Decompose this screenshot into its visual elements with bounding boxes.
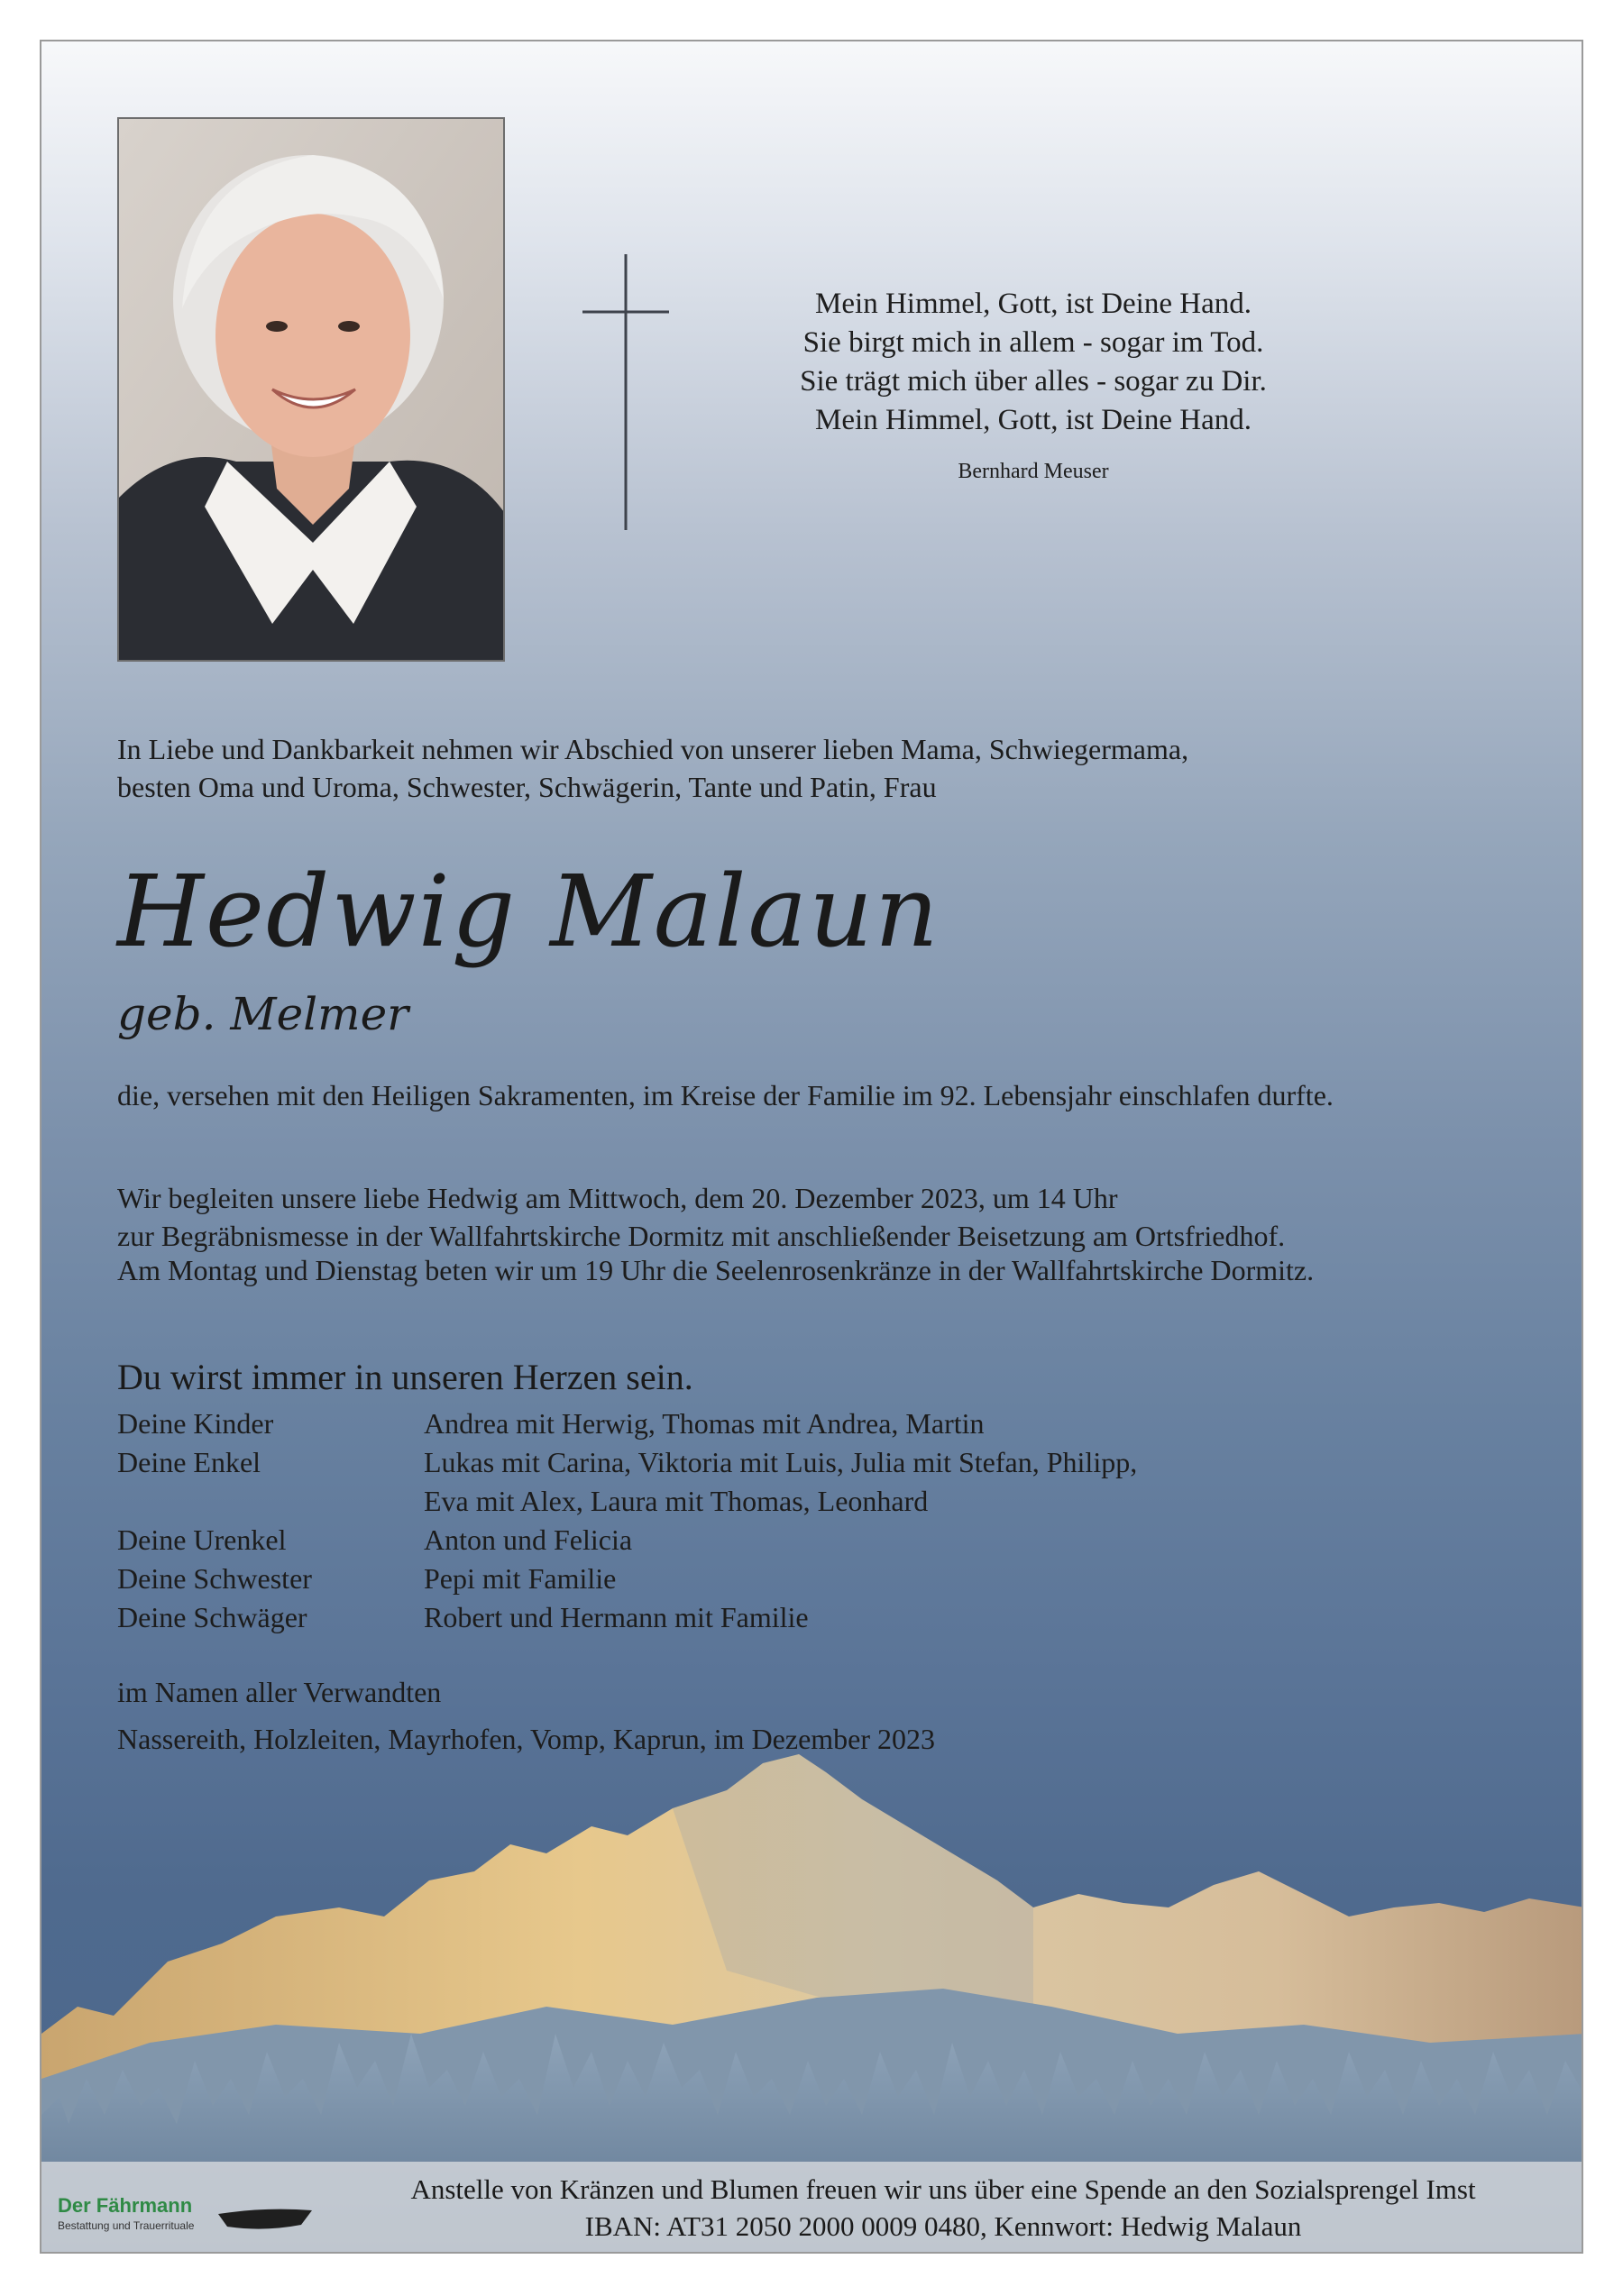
mourner-row [117,1482,1137,1521]
donation-line-1: Anstelle von Kränzen und Blumen freuen wir uns über eine Spende an den Sozialsprengel Imst [410,2173,1476,2205]
mourner-relation: Deine Schwester [117,1562,312,1595]
cross-icon [582,254,669,530]
relatives-note: im Namen aller Verwandten [117,1676,442,1708]
mourner-row [117,1521,1137,1560]
portrait-illustration [119,119,505,662]
mourner-relation [117,1482,424,1521]
memorial-poem [700,285,1367,484]
sacrament-text: die, versehen mit den Heiligen Sakramenten, im Kreise der Familie im 92. Lebensjahr einschlafen durfte. [117,1079,1334,1111]
mourner-names: Andrea mit Herwig, Thomas mit Andrea, Martin [424,1407,985,1440]
intro-line-2: besten Oma und Uroma, Schwester, Schwägerin, Tante und Patin, Frau [117,771,937,803]
mourner-row [117,1560,1137,1598]
mourner-relation: Deine Urenkel [117,1523,287,1556]
intro-line-1: In Liebe und Dankbarkeit nehmen wir Abschied von unserer lieben Mama, Schwiegermama, [117,733,1189,765]
mourner-names: Eva mit Alex, Laura mit Thomas, Leonhard [424,1485,929,1517]
obituary-card [40,40,1583,2254]
maiden-name: geb. Melmer [117,988,409,1040]
mourner-relation: Deine Schwäger [117,1601,307,1633]
mourner-row [117,1598,1137,1637]
poem-line: Mein Himmel, Gott, ist Deine Hand. [815,288,1252,320]
logo-name: Der Fährmann [58,2194,193,2217]
funeral-line-2: zur Begräbnismesse in der Wallfahrtskirche Dormitz mit anschließender Beisetzung am Ortsfriedhof. [117,1220,1286,1252]
poem-line: Sie birgt mich in allem - sogar im Tod. [802,326,1264,359]
mourner-names: Robert und Hermann mit Familie [424,1601,809,1633]
mourner-names: Anton und Felicia [424,1523,633,1556]
funeral-details [117,1179,1285,1255]
funeral-line-1: Wir begleiten unsere liebe Hedwig am Mittwoch, dem 20. Dezember 2023, um 14 Uhr [117,1182,1118,1214]
funeral-home-logo [58,2194,194,2232]
mourner-relation: Deine Kinder [117,1407,274,1440]
mourner-names: Pepi mit Familie [424,1562,617,1595]
footer-bar [41,2162,1583,2254]
rosary-details: Am Montag und Dienstag beten wir um 19 Uhr die Seelenrosenkränze in der Wallfahrtskirche Dormitz. [117,1254,1315,1286]
deceased-name: Hedwig Malaun [117,854,940,969]
intro-text [117,730,1470,806]
mourners-list [117,1404,1137,1637]
mourner-names: Lukas mit Carina, Viktoria mit Luis, Julia mit Stefan, Philipp, [424,1446,1138,1478]
mourner-row [117,1404,1137,1443]
portrait-photo [117,117,505,662]
memorial-heading: Du wirst immer in unseren Herzen sein. [117,1357,693,1397]
mourner-relation: Deine Enkel [117,1446,261,1478]
boat-icon [218,2205,312,2232]
donation-note [339,2171,1547,2245]
donation-line-2: IBAN: AT31 2050 2000 0009 0480, Kennwort: Hedwig Malaun [584,2210,1302,2242]
logo-tagline: Bestattung und Trauerrituale [58,2219,195,2232]
mourner-row [117,1443,1137,1482]
poem-line: Sie trägt mich über alles - sogar zu Dir. [800,365,1267,398]
poem-author: Bernhard Meuser [958,460,1109,483]
poem-line: Mein Himmel, Gott, ist Deine Hand. [815,404,1252,436]
place-date: Nassereith, Holzleiten, Mayrhofen, Vomp, Kaprun, im Dezember 2023 [117,1723,936,1755]
